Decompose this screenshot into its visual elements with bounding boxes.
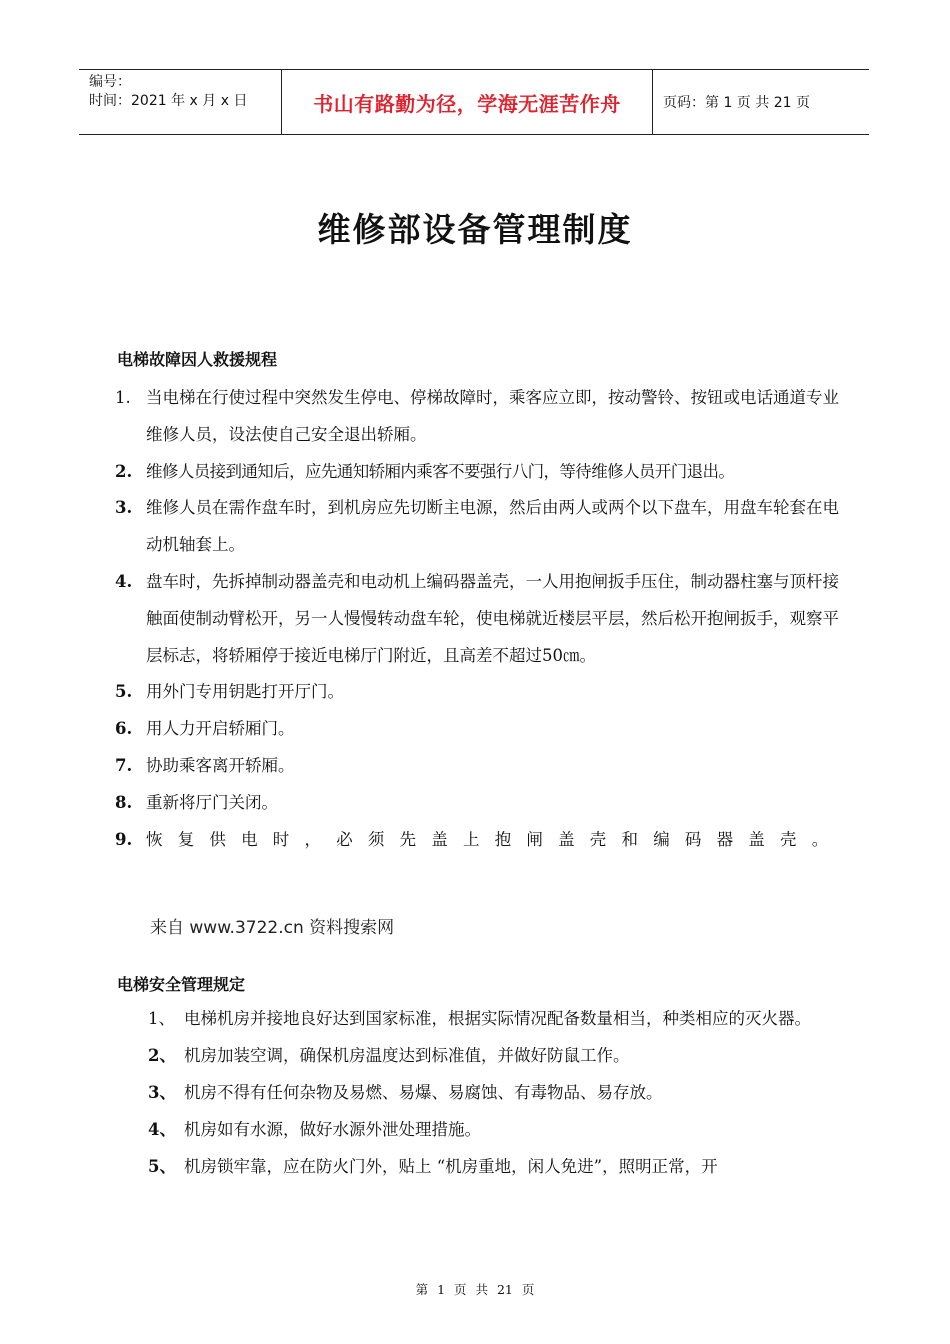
list-item <box>148 1111 848 1148</box>
list-item-number: 1、 <box>148 1009 175 1028</box>
list-item <box>115 454 855 491</box>
list-item-text: 用外门专用钥匙打开厅门。 <box>146 682 344 702</box>
list-item <box>115 822 855 859</box>
list-item-text: 机房不得有任何杂物及易燃、易爆、易腐蚀、有毒物品、易存放。 <box>184 1083 663 1102</box>
section-heading-rescue: 电梯故障因人救援规程 <box>117 350 278 369</box>
source-note: 来自 www.3722.cn 资料搜索网 <box>150 918 395 938</box>
list-item <box>148 1037 848 1074</box>
list-item-number: 9. <box>115 829 133 849</box>
list-item-number: 4. <box>115 571 133 591</box>
list-item-number: 3、 <box>148 1083 176 1102</box>
list-item <box>115 785 855 822</box>
header-meta-cell <box>79 70 281 134</box>
list-item-text: 用人力开启轿厢门。 <box>146 719 295 739</box>
list-item-text: 盘车时，先拆掉制动器盖壳和电动机上编码器盖壳，一人用抱闸扳手压住，制动器柱塞与顶杆接触面使制动臂松开，另一人慢慢转动盘车轮，使电梯就近楼层平层，然后松开抱闸扳手，观察平层标志，将轿厢停于接近电梯厅门附近，且高差不超过50㎝。 <box>146 571 839 665</box>
safety-rules-list <box>148 1000 848 1185</box>
list-item-text: 机房加装空调，确保机房温度达到标准值，并做好防鼠工作。 <box>184 1046 630 1065</box>
list-item-text: 当电梯在行使过程中突然发生停电、停梯故障时，乘客应立即，按动警铃、按钮或电话通道专业维修人员，设法使自己安全退出轿厢。 <box>146 388 839 444</box>
list-item <box>115 380 855 454</box>
list-item-number: 5、 <box>148 1157 176 1176</box>
document-header <box>79 69 869 135</box>
list-item-text: 协助乘客离开轿厢。 <box>146 755 295 775</box>
list-item <box>115 490 855 564</box>
list-item <box>115 674 855 711</box>
document-date: 时间：2021 年 x 月 x 日 <box>89 93 248 109</box>
list-item-number: 8. <box>115 792 133 812</box>
list-item-text: 重新将厅门关闭。 <box>146 792 278 812</box>
header-page-info: 页码：第 1 页 共 21 页 <box>663 95 810 111</box>
list-item-text: 维修人员在需作盘车时，到机房应先切断主电源，然后由两人或两个以下盘车，用盘车轮套在电动机轴套上。 <box>146 498 839 555</box>
list-item-text: 机房如有水源，做好水源外泄处理措施。 <box>184 1120 481 1139</box>
list-item-text: 机房锁牢靠，应在防火门外，贴上 “机房重地，闲人免进”，照明正常，开 <box>184 1157 718 1176</box>
list-item-number: 1. <box>115 388 131 407</box>
list-item <box>115 711 855 748</box>
list-item <box>148 1074 848 1111</box>
list-item-number: 2、 <box>148 1046 176 1065</box>
rescue-procedure-list <box>115 380 855 858</box>
page-title: 维修部设备管理制度 <box>317 210 633 249</box>
header-motto: 书山有路勤为径，学海无涯苦作舟 <box>281 70 653 134</box>
page-footer: 第 1 页 共 21 页 <box>415 1282 535 1297</box>
list-item-number: 5. <box>115 682 133 702</box>
list-item <box>148 1000 848 1037</box>
list-item <box>115 564 855 674</box>
list-item <box>148 1148 848 1185</box>
list-item-number: 2. <box>115 461 133 481</box>
list-item-text: 维修人员接到通知后，应先通知轿厢内乘客不要强行八门，等待维修人员开门退出。 <box>146 461 735 481</box>
list-item-number: 4、 <box>148 1120 176 1139</box>
list-item-text: 恢复供电时，必须先盖上抱闸盖壳和编码器盖壳。 <box>146 829 844 849</box>
document-number-label: 编号： <box>89 74 131 90</box>
list-item-number: 7. <box>115 755 133 775</box>
list-item-number: 6. <box>115 719 133 739</box>
list-item <box>115 748 855 785</box>
list-item-number: 3. <box>115 498 133 518</box>
section-heading-safety: 电梯安全管理规定 <box>117 975 246 994</box>
list-item-text: 电梯机房并接地良好达到国家标准，根据实际情况配备数量相当，种类相应的灭火器。 <box>184 1009 811 1028</box>
